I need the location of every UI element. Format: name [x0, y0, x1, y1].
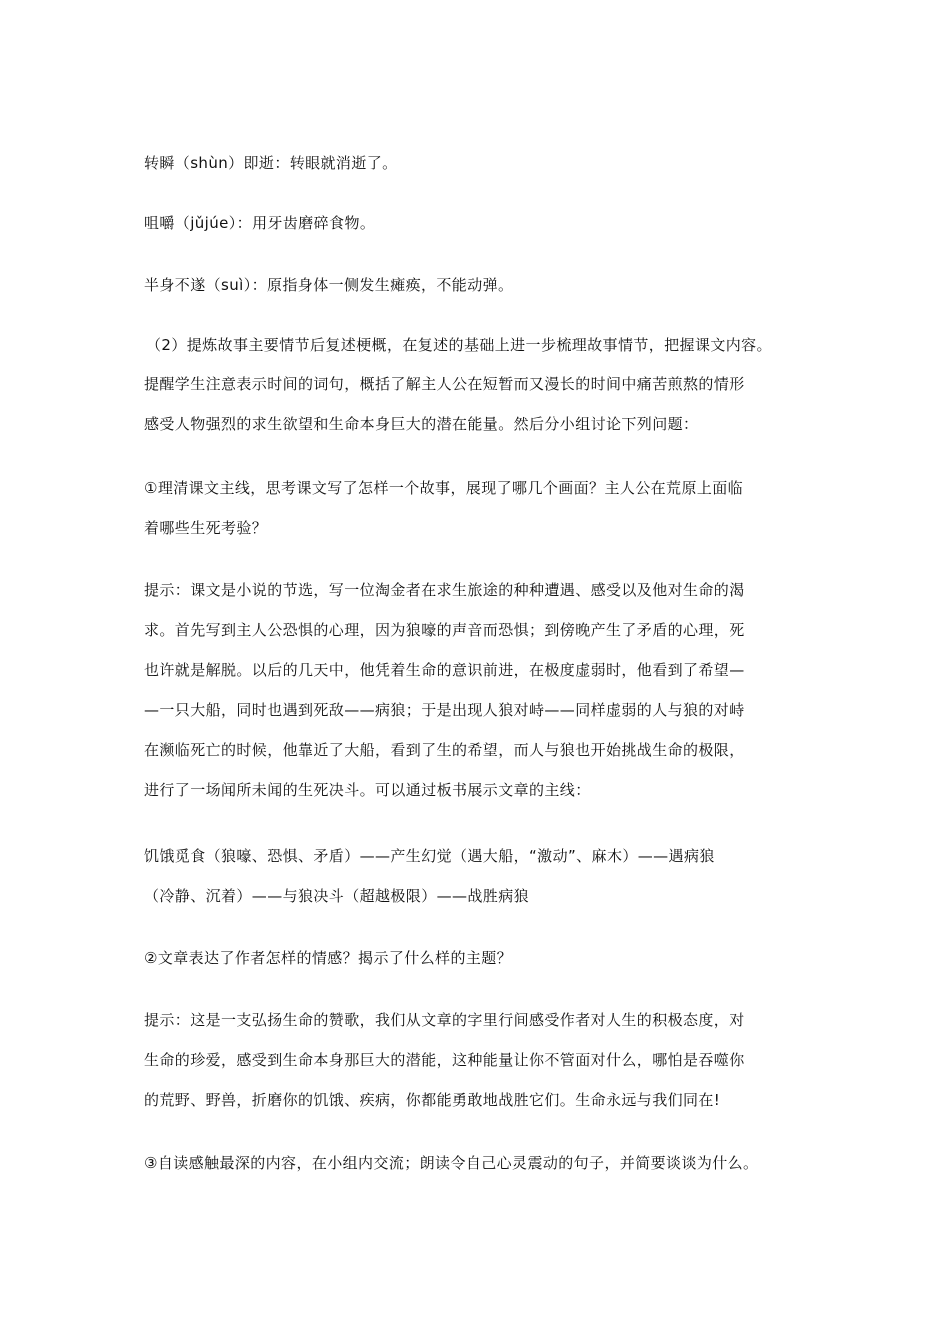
mainline-line-1: 饥饿觅食（狼嚎、恐惧、矛盾）——产生幻觉（遇大船，“激动”、麻木）——遇病狼: [144, 847, 715, 865]
hint-1-line-4: —一只大船，同时也遇到死敌——病狼；于是出现人狼对峙——同样虚弱的人与狼的对峙: [144, 701, 745, 719]
section2-line-2: 提醒学生注意表示时间的词句，概括了解主人公在短暂而又漫长的时间中痛苦煎熬的情形: [144, 375, 745, 393]
mainline-line-2: （冷静、沉着）——与狼决斗（超越极限）——战胜病狼: [144, 887, 530, 905]
hint-1-line-1: 提示：课文是小说的节选，写一位淘金者在求生旅途的种种遭遇、感受以及他对生命的渴: [144, 581, 745, 599]
hint-1-line-5: 在濒临死亡的时候，他靠近了大船，看到了生的希望，而人与狼也开始挑战生命的极限，: [144, 741, 745, 759]
question-3: ③自读感触最深的内容，在小组内交流；朗读令自己心灵震动的句子，并简要谈谈为什么。: [144, 1154, 759, 1172]
hint-1-line-6: 进行了一场闻所未闻的生死决斗。可以通过板书展示文章的主线：: [144, 781, 591, 799]
section2-line-3: 感受人物强烈的求生欲望和生命本身巨大的潜在能量。然后分小组讨论下列问题：: [144, 415, 699, 433]
vocab-zhuanshun: 转瞬（shùn）即逝：转眼就消逝了。: [144, 154, 398, 172]
question-1-line-1: ①理清课文主线，思考课文写了怎样一个故事，展现了哪几个画面？主人公在荒原上面临: [144, 479, 744, 497]
section2-line-1: （2）提炼故事主要情节后复述梗概，在复述的基础上进一步梳理故事情节，把握课文内容。: [146, 336, 772, 354]
hint-1-line-2: 求。首先写到主人公恐惧的心理，因为狼嚎的声音而恐惧；到傍晚产生了矛盾的心理，死: [144, 621, 745, 639]
question-2: ②文章表达了作者怎样的情感？揭示了什么样的主题？: [144, 949, 513, 967]
hint-2-line-1: 提示：这是一支弘扬生命的赞歌，我们从文章的字里行间感受作者对人生的积极态度，对: [144, 1011, 745, 1029]
hint-2-line-3: 的荒野、野兽，折磨你的饥饿、疾病，你都能勇敢地战胜它们。生命永远与我们同在!: [144, 1091, 721, 1109]
vocab-jujue: 咀嚼（jǔjúe）：用牙齿磨碎食物。: [144, 214, 376, 232]
hint-2-line-2: 生命的珍爱，感受到生命本身那巨大的潜能，这种能量让你不管面对什么，哪怕是吞噬你: [144, 1051, 745, 1069]
vocab-banshenbusui: 半身不遂（suì）：原指身体一侧发生瘫痪，不能动弹。: [144, 276, 514, 294]
question-1-line-2: 着哪些生死考验？: [144, 519, 268, 537]
hint-1-line-3: 也许就是解脱。以后的几天中，他凭着生命的意识前进，在极度虚弱时，他看到了希望—: [144, 661, 745, 679]
